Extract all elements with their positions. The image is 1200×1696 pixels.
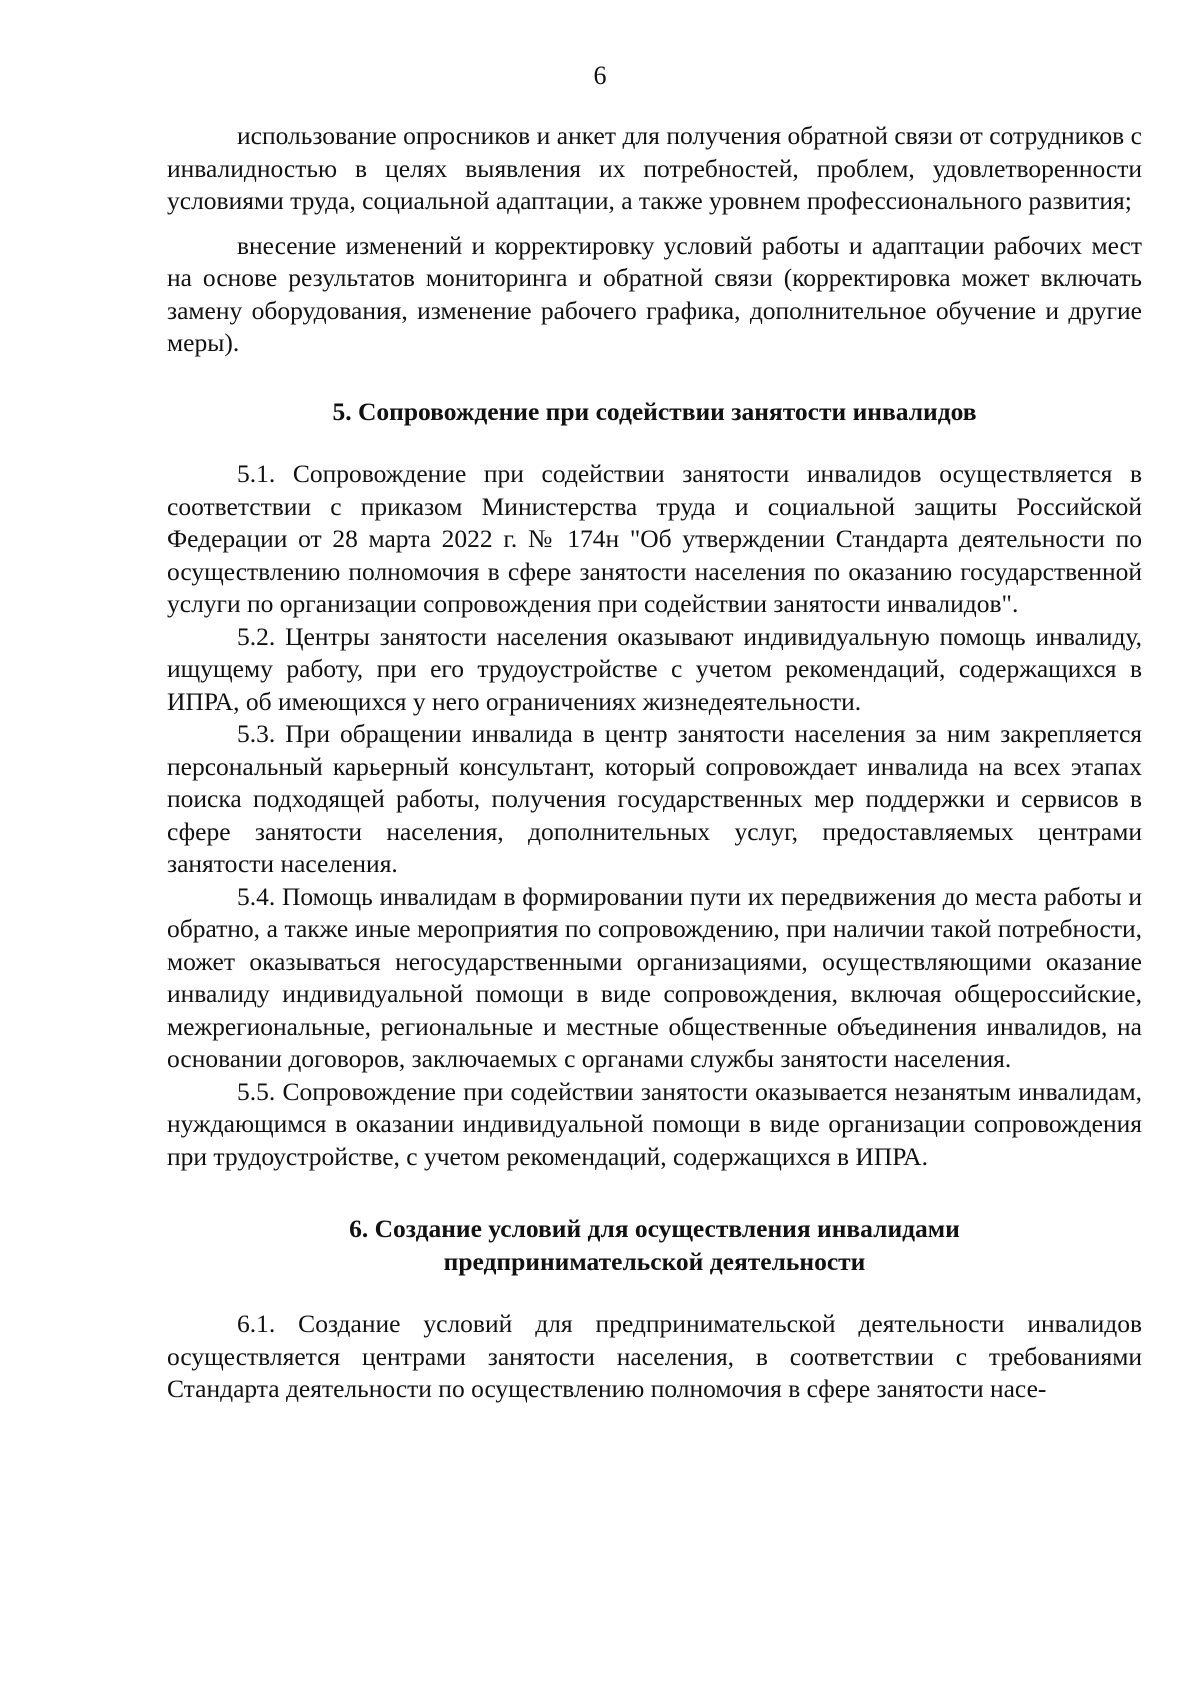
paragraph-5-3: 5.3. При обращении инвалида в центр занятости населения за ним закрепляется персональный карьерный консультант, который сопровождает инвалида на всех этапах поиска подходящей работы, получения государственных мер поддержки и сервисов в сфере занятости населения, дополнительных услуг, предоставляемых центрами занятости населения. bbox=[167, 719, 1142, 878]
document-body bbox=[167, 120, 1142, 1406]
section-6-heading-line-1: 6. Создание условий для осуществления инвалидами bbox=[349, 1214, 960, 1243]
intro-paragraph-feedback: использование опросников и анкет для получения обратной связи от сотрудников с инвалидностью в целях выявления их потребностей, проблем, удовлетворенности условиями труда, социальной адаптации, а также уровнем профессионального развития; bbox=[167, 121, 1142, 215]
section-6-heading bbox=[167, 1213, 1142, 1278]
paragraph-6-1: 6.1. Создание условий для предпринимательской деятельности инвалидов осуществляется центрами занятости населения, в соответствии с требованиями Стандарта деятельности по осуществлению полномочия в сфере занятости насе- bbox=[167, 1309, 1142, 1403]
page-number: 6 bbox=[593, 61, 607, 90]
section-5-heading: 5. Сопровождение при содействии занятости инвалидов bbox=[332, 396, 977, 426]
paragraph-5-5: 5.5. Сопровождение при содействии занятости оказывается незанятым инвалидам, нуждающимся в оказании индивидуальной помощи в виде организации сопровождения при трудоустройстве, с учетом рекомендаций, содержащихся в ИПРА. bbox=[167, 1076, 1142, 1171]
paragraph-5-1: 5.1. Сопровождение при содействии занятости инвалидов осуществляется в соответствии с приказом Министерства труда и социальной защиты Российской Федерации от 28 марта 2022 г. № 174н "Об утверждении Стандарта деятельности по осуществлению полномочия в сфере занятости населения по оказанию государственной услуги по организации сопровождения при содействии занятости инвалидов". bbox=[167, 459, 1142, 618]
paragraph-5-4: 5.4. Помощь инвалидам в формировании пути их передвижения до места работы и обратно, а также иные мероприятия по сопровождению, при наличии такой потребности, может оказываться негосударственными организациями, осуществляющими оказание инвалиду индивидуальной помощи в виде сопровождения, включая общероссийские, межрегиональные, региональные и местные общественные объединения инвалидов, на основании договоров, заключаемых с органами службы занятости населения. bbox=[167, 881, 1142, 1073]
section-6-heading-line-2: предпринимательской деятельности bbox=[443, 1246, 866, 1276]
paragraph-5-2: 5.2. Центры занятости населения оказывают индивидуальную помощь инвалиду, ищущему работу, при его трудоустройстве с учетом рекомендаций, содержащихся в ИПРА, об имеющихся у него ограничениях жизнедеятельности. bbox=[167, 621, 1142, 716]
intro-paragraph-adjustments: внесение изменений и корректировку условий работы и адаптации рабочих мест на основе результатов мониторинга и обратной связи (корректировка может включать замену оборудования, изменение рабочего графика, дополнительное обучение и другие меры). bbox=[167, 230, 1142, 357]
